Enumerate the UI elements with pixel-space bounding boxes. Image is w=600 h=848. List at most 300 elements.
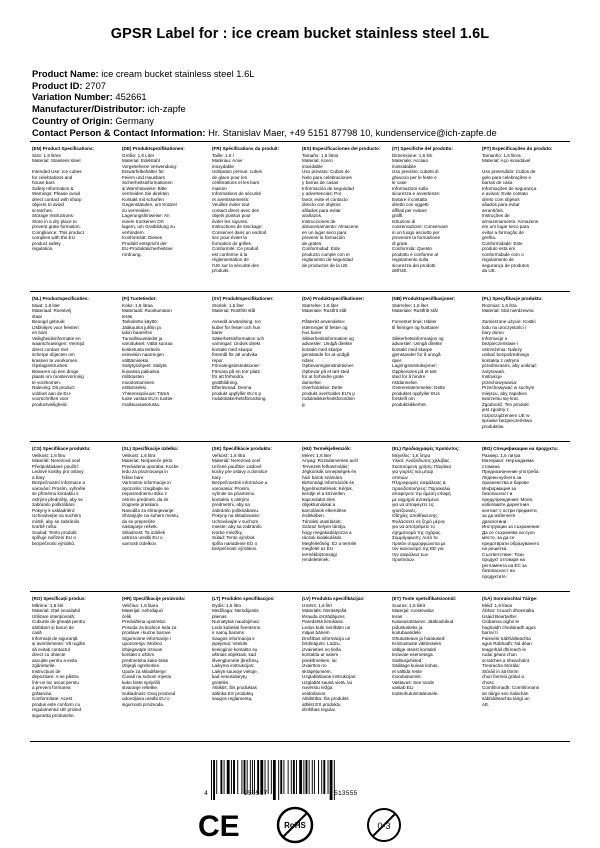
ce-mark-icon <box>198 810 240 843</box>
language-block <box>32 296 116 407</box>
language-line: verhindern. <box>122 229 145 235</box>
barcode-bar <box>231 760 232 794</box>
barcode-bar <box>318 760 319 794</box>
barcode-bar <box>309 760 310 794</box>
language-line: izbjegli ogrebotine. <box>122 663 161 668</box>
language-line: Informazioni sulla <box>392 185 428 191</box>
language-line: Größe: 1,6 Liter <box>122 152 155 158</box>
language-line: Izmērs: 1,6 litri <box>302 602 332 608</box>
language-line: spĺňa nariadenie EÚ o <box>212 540 258 546</box>
barcode-bar <box>250 760 251 794</box>
language-block <box>32 446 116 546</box>
language-line: Turvallisuustiedot ja <box>122 335 163 341</box>
language-line: на решетка. <box>482 546 508 551</box>
language-line: tooteohutusmäärusele. <box>392 690 439 696</box>
language-line: Opbevaringsinstruktioner: <box>302 363 355 368</box>
language-line: stvaranje rešetke. <box>122 685 159 690</box>
language-line: išvengtumėte įbrėžimų. <box>212 657 260 663</box>
language-line: direct contact with sharp <box>32 196 82 202</box>
language-line: Száraz helyen tárolja, <box>302 524 347 529</box>
barcode-bar <box>227 760 230 794</box>
language-block <box>212 596 296 702</box>
language-line: de productos de la UE. <box>302 262 349 268</box>
language-line: Предназначение употреба: <box>482 469 540 474</box>
language-line: a preveni formarea <box>32 685 71 690</box>
language-block <box>482 146 566 274</box>
language-line: Eiswürfelbehälter für <box>122 169 164 174</box>
language-line: product safety <box>32 240 61 246</box>
language-line: plaats om roostervorming <box>32 374 84 379</box>
ce-mark-text: CE <box>198 810 240 843</box>
language-line: Størrelse: 1,6 liter <box>302 302 339 308</box>
language-line: Conserver dans un endroit <box>212 229 267 235</box>
language-line: Conformidade: Este <box>482 240 523 246</box>
language-line: Storage Instructions: <box>32 213 75 218</box>
info-row <box>32 91 497 103</box>
language-line: Evitare il contatto <box>392 196 428 202</box>
language-line: контакт с остри предмети, <box>482 507 538 513</box>
language-line: Store in a dry place to <box>32 218 77 224</box>
language-line: Съответствие: Този <box>482 551 524 557</box>
language-block <box>32 146 116 252</box>
language-line: sicurezza e avvertenze: <box>392 191 441 196</box>
barcode-digit-prefix: 4 <box>204 790 208 797</box>
info-label: Contact Person & Contact Information: <box>32 126 206 138</box>
language-line: γρατζουνιές. <box>392 507 417 513</box>
language-heading: (DE) Produktspezifikationen: <box>122 146 185 151</box>
language-line: Uso previsto: cubetti di <box>392 169 439 174</box>
language-line: Σκοπούμενη χρήση: Παγάκια <box>392 463 451 469</box>
language-line: di grate. <box>392 240 409 246</box>
language-line: Pokyny k uskladnění: <box>32 507 76 513</box>
language-line: Uzglabāt sausā vietā, lai <box>302 679 352 685</box>
language-line: roduktsikkerhedsforordnin <box>302 396 355 401</box>
language-block <box>392 446 476 563</box>
language-line: bary <box>212 474 221 480</box>
language-line: Förvaringsinstruktioner: <box>212 363 260 368</box>
language-line: plienas <box>212 613 227 619</box>
language-line: saugos reglamentą. <box>212 696 253 701</box>
language-line: ir namų barams <box>212 630 244 635</box>
language-line: Veuillez éviter tout <box>212 202 250 207</box>
language-heading: (PT) Especificações do produto: <box>482 146 553 151</box>
language-line: Bezpečnostné informácie a <box>212 480 268 485</box>
language-line: producto cumple con el <box>302 251 350 257</box>
language-line: Varnostne informacije in <box>122 480 171 485</box>
language-line: Taille: 1,6 l <box>212 152 234 158</box>
language-line: Sicherheitsinformationen <box>122 180 173 185</box>
language-line: de glace pour les <box>212 174 247 180</box>
barcode-bar <box>244 760 246 794</box>
language-line: kontakta ar asiem <box>302 652 339 657</box>
barcode-bar <box>273 760 276 800</box>
language-line: nastajanje rešetk. <box>122 524 159 529</box>
language-line: genstande for at undgå <box>302 352 350 357</box>
language-line: Dydis: 1,6 litro <box>212 602 242 608</box>
language-line: Velikost: 1,6 litra <box>122 452 156 458</box>
language-line: Forventet bruk: Isbiter <box>392 319 437 324</box>
language-line: Megfelelőség: Ez a termék <box>302 540 357 546</box>
language-line: ritilöitusten <box>122 374 144 379</box>
language-line: reglamento de seguridad <box>302 257 353 262</box>
language-line: προειδοποιήσεις: Παρακαλώ <box>392 485 451 491</box>
language-line: Säilitage kuivas kohas, <box>392 663 439 668</box>
language-line: Uchovávajte v suchom <box>212 518 259 524</box>
language-heading: (FR) Spécifications du produit: <box>212 146 280 151</box>
language-line: Material: Stainless steel <box>32 158 81 163</box>
language-line: krassen te voorkomen. <box>32 357 79 363</box>
language-line: in un luogo asciutto per <box>392 229 440 235</box>
language-line: Material: Nerjaveče jeklo <box>122 458 173 463</box>
language-block <box>392 596 476 696</box>
language-line: lagern, um Gratbildung zu <box>122 224 175 229</box>
language-line: vyhnite sa priamemu <box>212 491 255 496</box>
language-line: Navodila za shranjevanje: <box>122 507 175 513</box>
language-line: tuote vastaa EU:n tuottei- <box>122 396 174 401</box>
language-line: ristdannelse. <box>392 379 419 385</box>
language-line: scratches. <box>32 207 53 213</box>
language-line: depozitare: A se păstra <box>32 674 79 679</box>
language-line: Drošības informācija un <box>302 635 351 641</box>
language-heading: (DA) Produktspecifikationer: <box>302 296 365 301</box>
info-value: 452661 <box>115 91 147 103</box>
language-line: Matériau: Acier <box>212 158 243 163</box>
language-line: Οδηγίες αποθήκευσης: <box>392 513 439 518</box>
language-heading: (HU) Termékjellemzők: <box>302 446 352 451</box>
info-row <box>32 115 497 127</box>
language-line: IJsblokjes voor feesten <box>32 324 79 330</box>
language-line: Materiál: Nerezová oceľ <box>212 458 261 463</box>
barcode-bar <box>288 760 289 794</box>
language-line: Veličina: 1,6 litara <box>122 602 159 608</box>
compliance-logos <box>0 805 600 845</box>
language-line: Uso pretendido: Cubos de <box>482 169 536 174</box>
barcode-bar <box>314 760 315 794</box>
language-line: scratches a sheachaint. <box>482 657 531 663</box>
language-line: Istruzioni di <box>392 218 416 224</box>
language-line: kad nesusidarytų <box>212 674 247 679</box>
language-line: įspėjimai: Venkite <box>212 641 248 646</box>
language-line: kontakt med skarpe <box>302 346 343 352</box>
language-line: Utilisation prévue: cubes <box>212 169 263 174</box>
language-line: advarsler: Undgå direkte <box>302 341 353 346</box>
language-line: Μέγεθος: 1,6 λίτρα <box>392 452 431 458</box>
language-line: Treoracha Stórála: <box>482 663 520 668</box>
language-line: Información de seguridad <box>302 185 354 191</box>
language-line: Posuda za kockice leda za <box>122 624 177 630</box>
language-line: mieste, aby sa zabránilo <box>212 524 262 529</box>
language-block <box>122 146 206 257</box>
language-line: Sikkerhedsinformation og <box>302 335 354 341</box>
language-line: varnosti izdelkov. <box>122 540 157 546</box>
language-line: termékbiztonsági <box>302 551 337 557</box>
language-line: brīdinājumi: Lūdzu, <box>302 641 341 646</box>
language-line: Φυλάσσετε σε ξηρό μέρος <box>392 518 446 524</box>
language-line: da se preprečite <box>122 518 155 524</box>
barcode-bar <box>323 760 325 794</box>
barcode-digits-right: 513555 <box>334 790 358 797</box>
language-line: barer <box>212 330 223 335</box>
language-line: безопасност и <box>482 491 513 496</box>
language-line: zabránilo poškriabaniu. <box>212 507 260 513</box>
info-row <box>32 127 497 139</box>
language-line: Predvidena uporaba: Kocke <box>122 463 179 469</box>
product-info <box>32 68 497 138</box>
language-line: místě, aby se zabránilo <box>32 518 80 524</box>
language-line: Soulad: Tento produkt <box>32 529 77 535</box>
language-line: inoxydable <box>212 163 234 169</box>
language-line: Feiern und Hausbars <box>122 174 165 180</box>
language-line: продуктите. <box>482 573 508 579</box>
language-line: predmetmi, aby sa <box>212 502 250 507</box>
language-line: zgârieturile. <box>32 663 56 668</box>
language-line: muodostumisen <box>122 379 155 385</box>
language-line: staal <box>32 313 42 319</box>
language-heading: (LT) Produkto specifikacijos: <box>212 596 275 601</box>
language-line: kontakt med skarpe <box>392 346 433 352</box>
language-heading: (HR) Specifikacije proizvoda: <box>122 596 186 601</box>
language-block <box>212 446 296 552</box>
language-line: Ledové kostky pro oslavy <box>32 469 84 474</box>
language-line: estämiseksi. <box>122 385 148 390</box>
language-line: ledu za praznovanja in <box>122 469 168 474</box>
language-line: Instructions de stockage: <box>212 224 263 229</box>
language-line: rudaí géara chun <box>482 652 517 657</box>
language-line: przedmiotami, aby uniknąć <box>482 363 537 368</box>
language-line: waarschuwingen: Vermijd <box>32 341 85 346</box>
language-line: празненства и барове <box>482 480 529 485</box>
language-line: house bars <box>32 180 55 185</box>
language-line: voldoet aan de EU- <box>32 390 72 396</box>
language-line: kontakt s oštrim <box>122 652 155 657</box>
language-line: безопасност на <box>482 568 515 573</box>
language-line: Materiaal: Roestvrij <box>32 308 72 313</box>
language-line: με αιχμηρά αντικείμενα <box>392 496 439 502</box>
language-line: Säkerhetsinformation och <box>212 335 265 341</box>
language-line: Informations de sécurité <box>212 191 262 196</box>
language-line: Bezpečnostní informace a <box>32 480 86 485</box>
language-line: Material: Acero <box>302 158 333 163</box>
language-line: repor. <box>212 357 224 363</box>
language-line: gelo para celebrações e <box>482 174 532 180</box>
language-line: drošības regulai. <box>302 707 336 712</box>
barcode-bar <box>224 760 225 794</box>
language-line: Suurus: 1,6 liitrit <box>392 602 425 608</box>
language-line: casă <box>32 630 42 635</box>
language-line: σχηματισμό της σχάρας. <box>392 529 442 535</box>
language-line: Uso previsto: Cubos de <box>302 169 350 174</box>
barcode-bar <box>271 760 272 794</box>
language-line: grattbildning. <box>212 379 239 385</box>
language-line: sec pour éviter la <box>212 235 247 240</box>
language-line: grelha. <box>482 235 497 240</box>
language-line: τον κανονισμό της ΕΕ για <box>392 546 444 551</box>
language-line: et avertissements: <box>212 196 250 202</box>
language-line: Stóráil in áit thirim <box>482 668 519 674</box>
language-line: Anyag: Rozsdamentes acél <box>302 458 358 463</box>
language-line: Compliance: This product <box>32 229 85 235</box>
language-line: стомана <box>482 463 500 469</box>
language-line: Overholdelse: Dette <box>302 385 343 390</box>
language-block <box>302 296 386 407</box>
language-line: varoitukset: Vältä suoraa <box>122 341 173 346</box>
language-line: Jääkuutiot juhliin ja <box>122 324 161 330</box>
language-line: forskrift om <box>392 396 415 401</box>
info-value: Hr. Stanislav Maer, +49 5151 87798 10, kundenservice@ich-zapfe.de <box>208 126 497 138</box>
language-line: Čuvati na suhom mjestu <box>122 674 172 679</box>
language-line: for celebrations and <box>32 174 73 180</box>
language-line: Rozmiar: 1,6 litra <box>482 302 517 308</box>
language-line: objets pointus pour <box>212 213 251 218</box>
language-line: evitar a formação de <box>482 229 524 235</box>
language-line: Instrukcje <box>482 374 502 379</box>
language-line: afilados para evitar <box>302 207 341 213</box>
language-line: Säilitusjuhised: <box>392 657 423 663</box>
language-line: Upute za skladištenje: <box>122 668 167 674</box>
age-warning-icon <box>368 809 400 841</box>
language-line: Materiāls: Nerūsējošā <box>302 608 347 613</box>
language-line: Przechowywać w suchym <box>482 385 535 390</box>
language-line: novērstu režģa <box>302 685 333 690</box>
language-line: Shranjujte na suhem mestu, <box>122 513 180 518</box>
language-line: Materiał: Stal nierdzewna <box>482 308 534 313</box>
divider <box>30 591 570 592</box>
barcode-bar <box>216 760 217 794</box>
language-line: Ábhar: Cruach dhosmálta <box>482 608 535 613</box>
language-block <box>212 296 296 402</box>
language-line: Konformität: Dieses <box>122 235 163 240</box>
language-line: избягвайте директния <box>482 502 529 507</box>
language-line: Zgodność: Ten produkt <box>482 401 529 407</box>
language-line: esineisiin naarmujen <box>122 352 164 357</box>
language-line: ridser. <box>302 357 315 363</box>
language-line: segurança de produtos <box>482 262 529 268</box>
language-line: vältige otsest kontakti <box>392 646 436 652</box>
divider <box>30 741 570 742</box>
language-line: rnallisuusasetusta. <box>122 401 161 407</box>
language-heading: (NL) Productspecificaties: <box>32 296 89 301</box>
language-line: izvairītos no <box>302 663 327 668</box>
language-line: προϊόντων. <box>392 557 416 562</box>
language-line: grotelės. <box>212 679 230 685</box>
language-line: directo con objetos <box>302 202 341 207</box>
barcode-bar <box>241 760 242 794</box>
language-line: Förvara på en torr plats <box>212 368 260 374</box>
language-line: kako biste spriječili <box>122 679 161 685</box>
language-line: rácsok kialakulását. <box>302 535 343 540</box>
language-line: em um lugar seco para <box>482 224 529 229</box>
language-line: roduktsäkerhetsförordning. <box>212 396 267 401</box>
barcode-bar <box>328 760 329 794</box>
language-line: Predviđena upotreba: <box>122 619 166 624</box>
language-line: sigurnosti proizvoda. <box>122 701 165 707</box>
language-heading: (ES) Especificaciones del producto: <box>302 146 381 151</box>
language-line: Veiligheidsinformatie en <box>32 335 81 341</box>
language-line: hus barer <box>302 330 322 335</box>
language-line: advarsler: Unngå direkte <box>392 341 443 346</box>
language-line: kodubaaridele <box>392 630 421 635</box>
language-line: bezpieczeństwie i <box>482 341 519 346</box>
language-line: Zamierzone użycie: Kostki <box>482 319 536 324</box>
language-line: zabránilo poškrábání. <box>32 502 76 507</box>
language-line: Laikyti sausoje vietoje, <box>212 668 258 674</box>
language-line: Ledo kubeliai šventėms <box>212 624 261 630</box>
language-line: предупреждения: Моля, <box>482 496 534 502</box>
language-line: Materiale: Rustfrit stål <box>302 308 347 313</box>
language-line: Utilizare intenționată: <box>32 613 75 619</box>
language-line: ostrimi predmeti, da se <box>122 496 169 502</box>
language-line: Skladnost: Ta izdelek <box>122 529 166 535</box>
language-line: Atbilstība: Šis produkts <box>302 696 349 701</box>
language-line: udovoljava uredbi EU o <box>122 696 170 701</box>
language-line: se přímému kontaktu s <box>32 491 79 496</box>
language-line: Instruções de <box>482 213 510 218</box>
language-line: przechowywania: <box>482 379 518 385</box>
language-line: Safety Information & <box>32 185 74 191</box>
language-line: kontakt med skarpa <box>212 346 253 352</box>
language-line: conformidade com o <box>482 251 524 257</box>
language-line: Súlad: Tento výrobok <box>212 535 255 540</box>
language-block <box>122 596 206 707</box>
divider-top <box>30 141 570 142</box>
language-line: föremål för att undvika <box>212 352 258 357</box>
language-line: talon baareihin <box>122 330 153 335</box>
language-line: Informacje o <box>482 335 508 341</box>
language-line: Comhlíonadh: Comhlíonann <box>482 685 540 690</box>
language-heading: (SK) Špecifikácie produktu: <box>212 446 272 451</box>
language-line: tvorbě roštu. <box>32 524 58 529</box>
language-line: atbilst ES produktu <box>302 701 341 707</box>
language-line: opozorila: Izogibajte se <box>122 485 169 491</box>
language-line: Säilytysohjeet: Säilytä <box>122 363 167 368</box>
language-line: tworzeniu się krat. <box>482 396 520 401</box>
language-line: tvorbe mriežky. <box>212 529 243 535</box>
language-line: ostrzeżenia: Należy <box>482 346 523 352</box>
language-line: produits. <box>212 268 230 273</box>
language-line: Předpokládané použití: <box>32 463 79 469</box>
language-line: direct contact met <box>32 346 69 352</box>
language-line: sărbători și baruri de <box>32 624 74 630</box>
language-line: formation de grilles. <box>212 240 253 246</box>
language-line: de grates. <box>302 240 323 246</box>
language-line: Инструкции за съхранение: <box>482 524 541 529</box>
language-line: Mărime: 1,6 litri <box>32 602 64 608</box>
language-line: tērauda izstrādājums <box>302 613 345 619</box>
language-line: Isterninger til fester og <box>302 324 348 330</box>
language-line: lodu na uroczystości i <box>482 324 526 330</box>
language-line: miejscu, aby zapobiec <box>482 390 528 396</box>
language-line: kocky pre oslavy a domáce <box>212 469 268 474</box>
barcode-bar <box>220 760 222 794</box>
language-line: inoxidable <box>302 163 323 169</box>
language-line: vermeiden Sie direkten <box>122 191 169 196</box>
language-line: mājas bāriem <box>302 630 330 635</box>
language-line: te voorkomen. <box>32 379 62 385</box>
language-line: Cuburile de gheață pentru <box>32 619 86 624</box>
language-line: Materijal: nehrđajući <box>122 608 164 613</box>
barcode-bar <box>211 760 212 800</box>
language-line: skrāpējumiem. <box>302 668 332 674</box>
language-line: Tamaño: 1,6 litros <box>302 152 339 158</box>
language-block <box>302 596 386 713</box>
info-value: ice cream bucket stainless steel 1.6L <box>101 68 255 79</box>
language-heading: (SV) Produktspecifikationer: <box>212 296 274 301</box>
language-line: réglementation de <box>212 257 249 262</box>
language-line: Medžiaga: Nerūdijantis <box>212 608 259 613</box>
language-line: teagmháil dhíreach le <box>482 646 526 652</box>
language-line: și avertismente: Vă rugăm <box>32 641 86 646</box>
language-line: Efterlevnad: Denna <box>212 385 252 390</box>
